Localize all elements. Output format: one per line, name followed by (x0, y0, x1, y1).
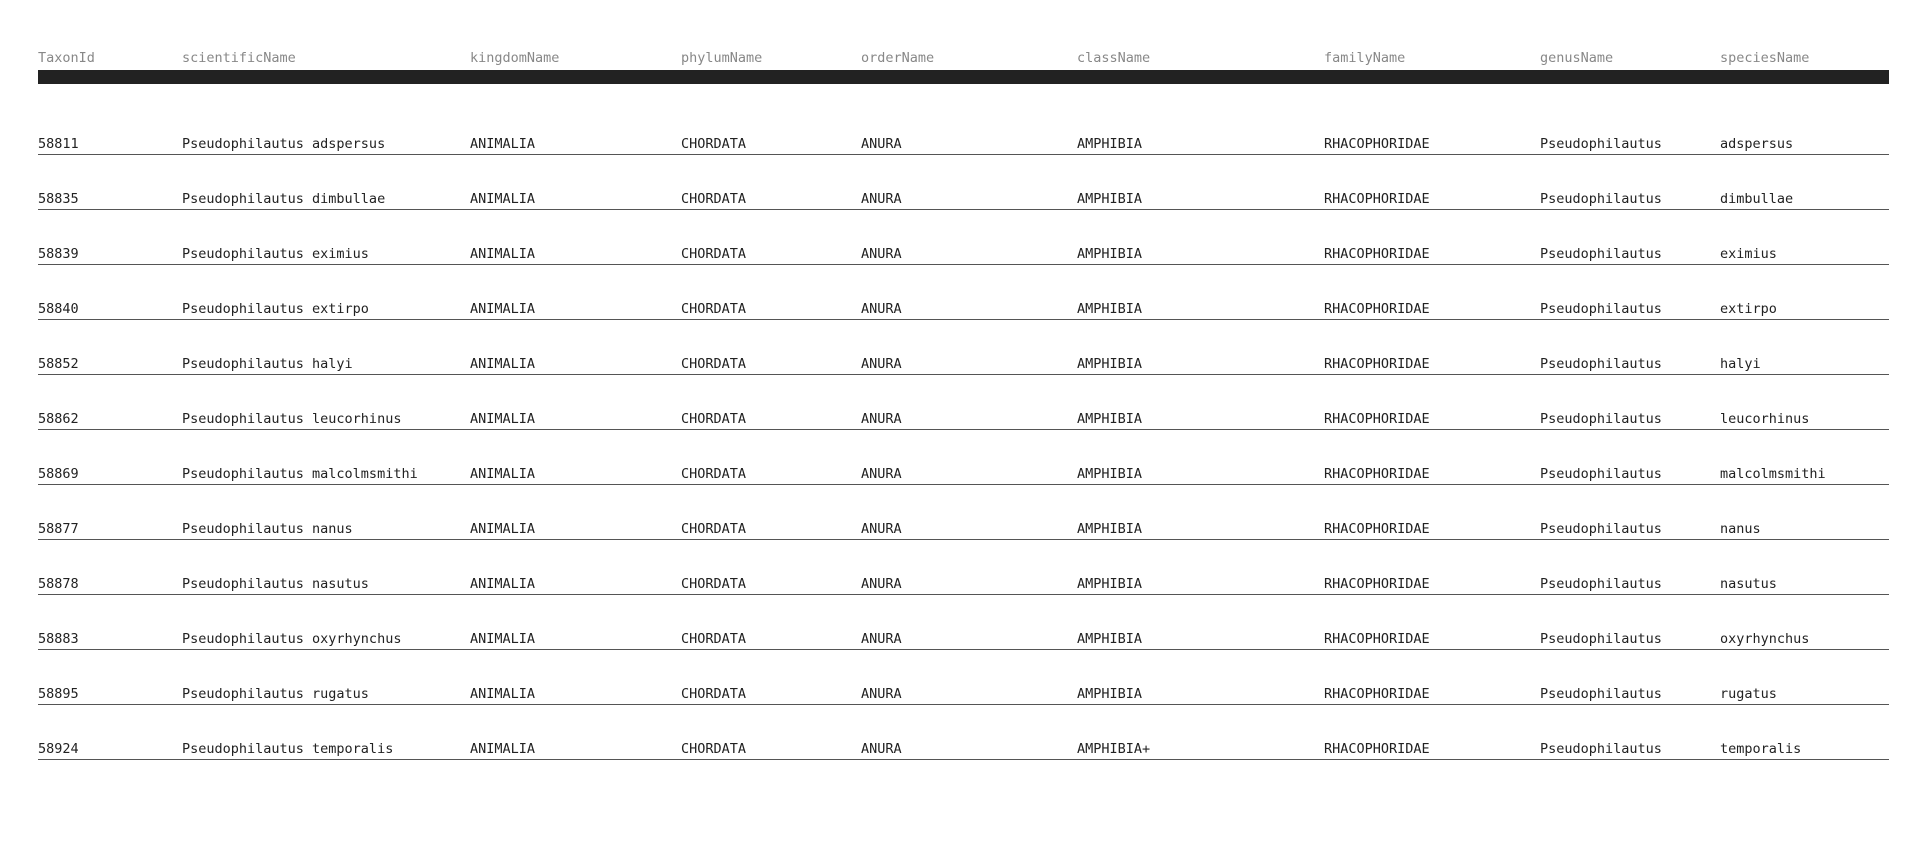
cell-ordername: ANURA (861, 521, 902, 537)
table-row[interactable] (38, 100, 1889, 155)
taxon-table (38, 0, 1889, 757)
cell-speciesname: eximius (1720, 246, 1777, 262)
column-header-classname[interactable]: className (1077, 50, 1151, 66)
cell-taxonid: 58811 (38, 136, 79, 152)
cell-phylumname: CHORDATA (681, 301, 747, 317)
cell-phylumname: CHORDATA (681, 576, 747, 592)
cell-taxonid: 58835 (38, 191, 79, 207)
cell-familyname: RHACOPHORIDAE (1324, 631, 1430, 647)
cell-scientificname: Pseudophilautus adspersus (182, 136, 386, 152)
cell-speciesname: nanus (1720, 521, 1761, 537)
cell-taxonid: 58895 (38, 686, 79, 702)
cell-genusname: Pseudophilautus (1540, 686, 1662, 702)
cell-phylumname: CHORDATA (681, 521, 747, 537)
cell-familyname: RHACOPHORIDAE (1324, 301, 1430, 317)
table-row[interactable] (38, 155, 1889, 210)
column-header-kingdomname[interactable]: kingdomName (470, 50, 560, 66)
cell-familyname: RHACOPHORIDAE (1324, 521, 1430, 537)
cell-phylumname: CHORDATA (681, 741, 747, 757)
cell-genusname: Pseudophilautus (1540, 521, 1662, 537)
cell-classname: AMPHIBIA (1077, 521, 1143, 537)
cell-kingdomname: ANIMALIA (470, 411, 536, 427)
column-header-speciesname[interactable]: speciesName (1720, 50, 1810, 66)
cell-taxonid: 58924 (38, 741, 79, 757)
cell-genusname: Pseudophilautus (1540, 466, 1662, 482)
cell-genusname: Pseudophilautus (1540, 411, 1662, 427)
cell-kingdomname: ANIMALIA (470, 191, 536, 207)
cell-classname: AMPHIBIA (1077, 246, 1143, 262)
cell-scientificname: Pseudophilautus extirpo (182, 301, 369, 317)
cell-taxonid: 58852 (38, 356, 79, 372)
cell-taxonid: 58877 (38, 521, 79, 537)
cell-ordername: ANURA (861, 631, 902, 647)
cell-speciesname: malcolmsmithi (1720, 466, 1826, 482)
cell-kingdomname: ANIMALIA (470, 466, 536, 482)
cell-scientificname: Pseudophilautus leucorhinus (182, 411, 402, 427)
cell-speciesname: oxyrhynchus (1720, 631, 1810, 647)
cell-kingdomname: ANIMALIA (470, 741, 536, 757)
cell-speciesname: extirpo (1720, 301, 1777, 317)
table-row[interactable] (38, 705, 1889, 760)
cell-classname: AMPHIBIA (1077, 136, 1143, 152)
cell-familyname: RHACOPHORIDAE (1324, 741, 1430, 757)
header-divider-bar (38, 70, 1889, 84)
cell-kingdomname: ANIMALIA (470, 576, 536, 592)
cell-phylumname: CHORDATA (681, 136, 747, 152)
cell-scientificname: Pseudophilautus malcolmsmithi (182, 466, 418, 482)
cell-phylumname: CHORDATA (681, 686, 747, 702)
column-header-scientificname[interactable]: scientificName (182, 50, 296, 66)
cell-taxonid: 58869 (38, 466, 79, 482)
cell-kingdomname: ANIMALIA (470, 301, 536, 317)
cell-speciesname: leucorhinus (1720, 411, 1810, 427)
column-header-taxonid[interactable]: TaxonId (38, 50, 95, 66)
cell-phylumname: CHORDATA (681, 466, 747, 482)
cell-speciesname: temporalis (1720, 741, 1802, 757)
cell-classname: AMPHIBIA (1077, 576, 1143, 592)
cell-genusname: Pseudophilautus (1540, 246, 1662, 262)
cell-scientificname: Pseudophilautus halyi (182, 356, 353, 372)
column-header-familyname[interactable]: familyName (1324, 50, 1406, 66)
cell-genusname: Pseudophilautus (1540, 301, 1662, 317)
cell-classname: AMPHIBIA (1077, 356, 1143, 372)
cell-familyname: RHACOPHORIDAE (1324, 466, 1430, 482)
cell-genusname: Pseudophilautus (1540, 576, 1662, 592)
cell-ordername: ANURA (861, 136, 902, 152)
cell-scientificname: Pseudophilautus rugatus (182, 686, 369, 702)
cell-ordername: ANURA (861, 411, 902, 427)
cell-kingdomname: ANIMALIA (470, 356, 536, 372)
cell-ordername: ANURA (861, 466, 902, 482)
column-header-ordername[interactable]: orderName (861, 50, 935, 66)
cell-ordername: ANURA (861, 576, 902, 592)
cell-phylumname: CHORDATA (681, 246, 747, 262)
column-header-genusname[interactable]: genusName (1540, 50, 1614, 66)
cell-classname: AMPHIBIA (1077, 466, 1143, 482)
column-header-phylumname[interactable]: phylumName (681, 50, 763, 66)
table-row[interactable] (38, 540, 1889, 595)
cell-speciesname: dimbullae (1720, 191, 1794, 207)
cell-classname: AMPHIBIA (1077, 631, 1143, 647)
table-body (38, 100, 1889, 760)
table-row[interactable] (38, 430, 1889, 485)
cell-familyname: RHACOPHORIDAE (1324, 686, 1430, 702)
table-row[interactable] (38, 320, 1889, 375)
cell-genusname: Pseudophilautus (1540, 136, 1662, 152)
cell-kingdomname: ANIMALIA (470, 686, 536, 702)
cell-familyname: RHACOPHORIDAE (1324, 411, 1430, 427)
cell-kingdomname: ANIMALIA (470, 246, 536, 262)
cell-scientificname: Pseudophilautus temporalis (182, 741, 394, 757)
cell-familyname: RHACOPHORIDAE (1324, 246, 1430, 262)
cell-ordername: ANURA (861, 301, 902, 317)
cell-classname: AMPHIBIA (1077, 191, 1143, 207)
cell-taxonid: 58883 (38, 631, 79, 647)
cell-scientificname: Pseudophilautus oxyrhynchus (182, 631, 402, 647)
cell-ordername: ANURA (861, 686, 902, 702)
cell-phylumname: CHORDATA (681, 411, 747, 427)
cell-familyname: RHACOPHORIDAE (1324, 576, 1430, 592)
cell-speciesname: rugatus (1720, 686, 1777, 702)
cell-ordername: ANURA (861, 191, 902, 207)
cell-scientificname: Pseudophilautus nanus (182, 521, 353, 537)
table-row[interactable] (38, 485, 1889, 540)
cell-speciesname: nasutus (1720, 576, 1777, 592)
cell-classname: AMPHIBIA (1077, 301, 1143, 317)
table-header (38, 0, 1889, 70)
cell-speciesname: adspersus (1720, 136, 1794, 152)
cell-phylumname: CHORDATA (681, 356, 747, 372)
cell-taxonid: 58878 (38, 576, 79, 592)
cell-ordername: ANURA (861, 741, 902, 757)
cell-genusname: Pseudophilautus (1540, 631, 1662, 647)
cell-familyname: RHACOPHORIDAE (1324, 356, 1430, 372)
table-row[interactable] (38, 650, 1889, 705)
table-row[interactable] (38, 595, 1889, 650)
cell-familyname: RHACOPHORIDAE (1324, 136, 1430, 152)
cell-scientificname: Pseudophilautus dimbullae (182, 191, 386, 207)
cell-speciesname: halyi (1720, 356, 1761, 372)
cell-classname: AMPHIBIA+ (1077, 741, 1151, 757)
cell-kingdomname: ANIMALIA (470, 631, 536, 647)
cell-kingdomname: ANIMALIA (470, 521, 536, 537)
cell-phylumname: CHORDATA (681, 631, 747, 647)
cell-phylumname: CHORDATA (681, 191, 747, 207)
cell-taxonid: 58840 (38, 301, 79, 317)
cell-genusname: Pseudophilautus (1540, 191, 1662, 207)
table-row[interactable] (38, 265, 1889, 320)
cell-ordername: ANURA (861, 246, 902, 262)
cell-genusname: Pseudophilautus (1540, 356, 1662, 372)
cell-taxonid: 58839 (38, 246, 79, 262)
cell-scientificname: Pseudophilautus nasutus (182, 576, 369, 592)
cell-ordername: ANURA (861, 356, 902, 372)
cell-taxonid: 58862 (38, 411, 79, 427)
cell-familyname: RHACOPHORIDAE (1324, 191, 1430, 207)
cell-scientificname: Pseudophilautus eximius (182, 246, 369, 262)
table-row[interactable] (38, 375, 1889, 430)
cell-classname: AMPHIBIA (1077, 411, 1143, 427)
cell-classname: AMPHIBIA (1077, 686, 1143, 702)
cell-genusname: Pseudophilautus (1540, 741, 1662, 757)
cell-kingdomname: ANIMALIA (470, 136, 536, 152)
table-row[interactable] (38, 210, 1889, 265)
